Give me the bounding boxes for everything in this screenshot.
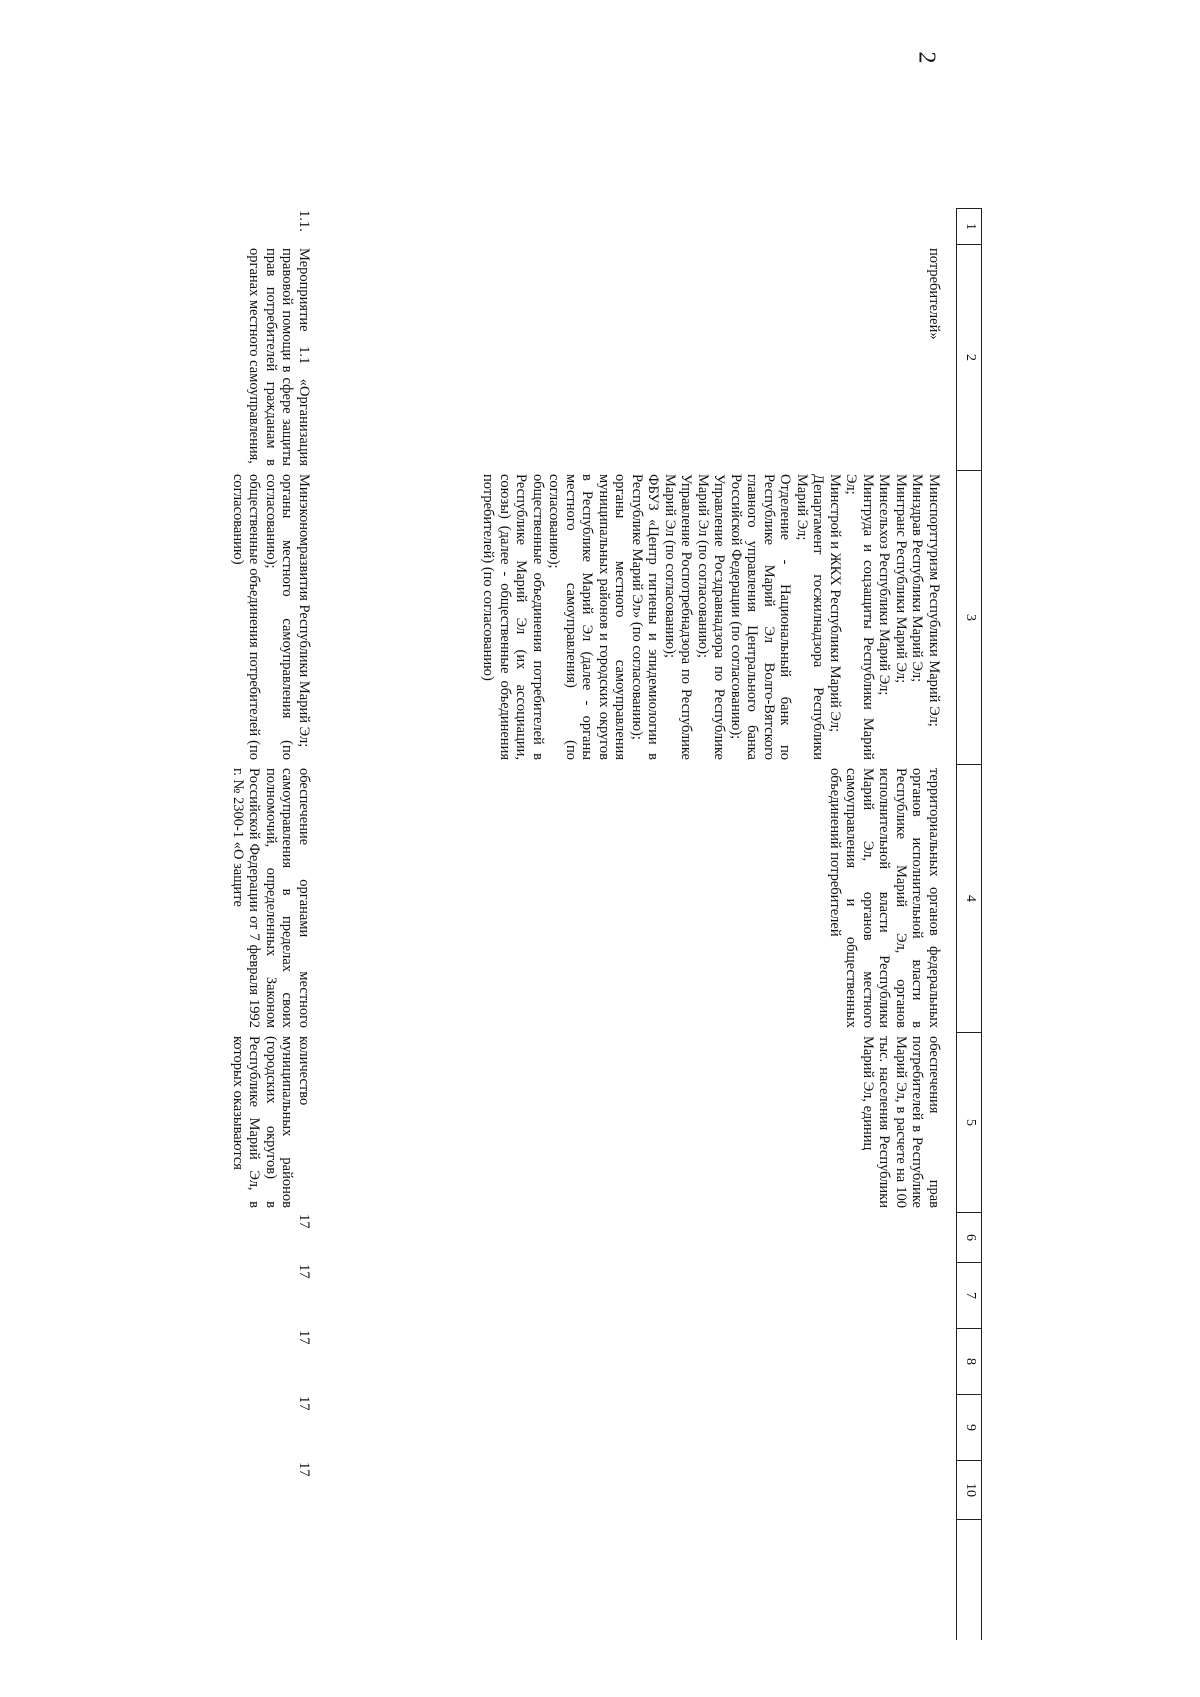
cell-value-9: [322, 1394, 942, 1460]
cell-value-7: [322, 1262, 942, 1328]
cell-measure-name: Мероприятие 1.1 «Организация правовой помощи в сфере защиты прав потребителей гражданам в органах местного самоуправления,: [246, 248, 312, 466]
cell-expected-result: обеспечение органами местного самоуправления в пределах своих полномочий, определенных Законом Российской Федерации от 7 февраля 1992 г. № 2300-1 «О защите: [230, 768, 312, 1028]
col-number-6: 6: [957, 1212, 981, 1262]
col-number-8: 8: [957, 1328, 981, 1394]
cell-index: 1.1.: [296, 210, 312, 232]
column-number-header: [956, 208, 982, 1640]
col-number-5: 5: [957, 1032, 981, 1212]
cell-responsible: Минэкономразвития Республики Марий Эл; органы местного самоуправления (по согласованию); общественные объединения потребителей (по согласованию): [230, 474, 312, 760]
cell-value-6: [322, 1212, 942, 1262]
cell-value-7: 17: [296, 1264, 312, 1279]
cell-indicator: количество муниципальных районов (городских округов) в Республике Марий Эл, в которых оказываются: [230, 1036, 312, 1208]
cell-measure-name: потребителей»: [926, 248, 942, 340]
col-number-2: 2: [957, 244, 981, 470]
cell-value-9: 17: [296, 1396, 312, 1411]
col-number-3: 3: [957, 470, 981, 764]
col-number-4: 4: [957, 764, 981, 1032]
cell-indicator: обеспечения прав потребителей в Республике Марий Эл, в расчете на 100 тыс. населения Республики Марий Эл, единиц: [860, 1036, 942, 1208]
cell-value-8: 17: [296, 1330, 312, 1345]
cell-index: [322, 208, 942, 244]
col-number-10: 10: [957, 1460, 981, 1520]
cell-value-6: 17: [296, 1214, 312, 1229]
cell-expected-result: территориальных органов федеральных органов исполнительной власти в Республике Марий Эл, органов исполнительной власти Республики Марий Эл, органов местного самоуправления и общественных объединений потребителей: [827, 768, 942, 1028]
cell-value-10: [322, 1460, 942, 1520]
measures-table: [112, 208, 982, 1640]
cell-responsible: Минспорттуризм Республики Марий Эл; Минздрав Республики Марий Эл; Минтранс Республики Марий Эл; Минсельхоз Республики Марий Эл; Минтруда и соцзащиты Республики Марий Эл; Минстрой и ЖКХ Республики Марий Эл; Департамент госжилнадзора Республики Марий Эл; Отделение - Национальный банк по Республике Марий Эл Волго-Вятского главного управления Центрального банка Российской Федерации (по согласованию); Управление Росздравнадзора по Республике Марий Эл (по согласованию); Управление Роспотребнадзора по Республике Марий Эл (по согласованию); ФБУЗ «Центр гигиены и эпидемиологии в Республике Марий Эл» (по согласованию); органы местного самоуправления муниципальных районов и городских округов в Республике Марий Эл (далее - органы местного самоуправления) (по согласованию); общественные объединения потребителей в Республике Марий Эл (их ассоциации, союзы) (далее - общественные объединения потребителей) (по согласованию): [480, 474, 942, 760]
page-number: 2: [913, 51, 940, 64]
col-number-7: 7: [957, 1262, 981, 1328]
table-row: [112, 208, 312, 1640]
cell-value-10: 17: [296, 1462, 312, 1477]
col-number-9: 9: [957, 1394, 981, 1460]
cell-value-8: [322, 1328, 942, 1394]
col-number-1: 1: [957, 208, 981, 244]
table-row: [322, 208, 942, 1640]
